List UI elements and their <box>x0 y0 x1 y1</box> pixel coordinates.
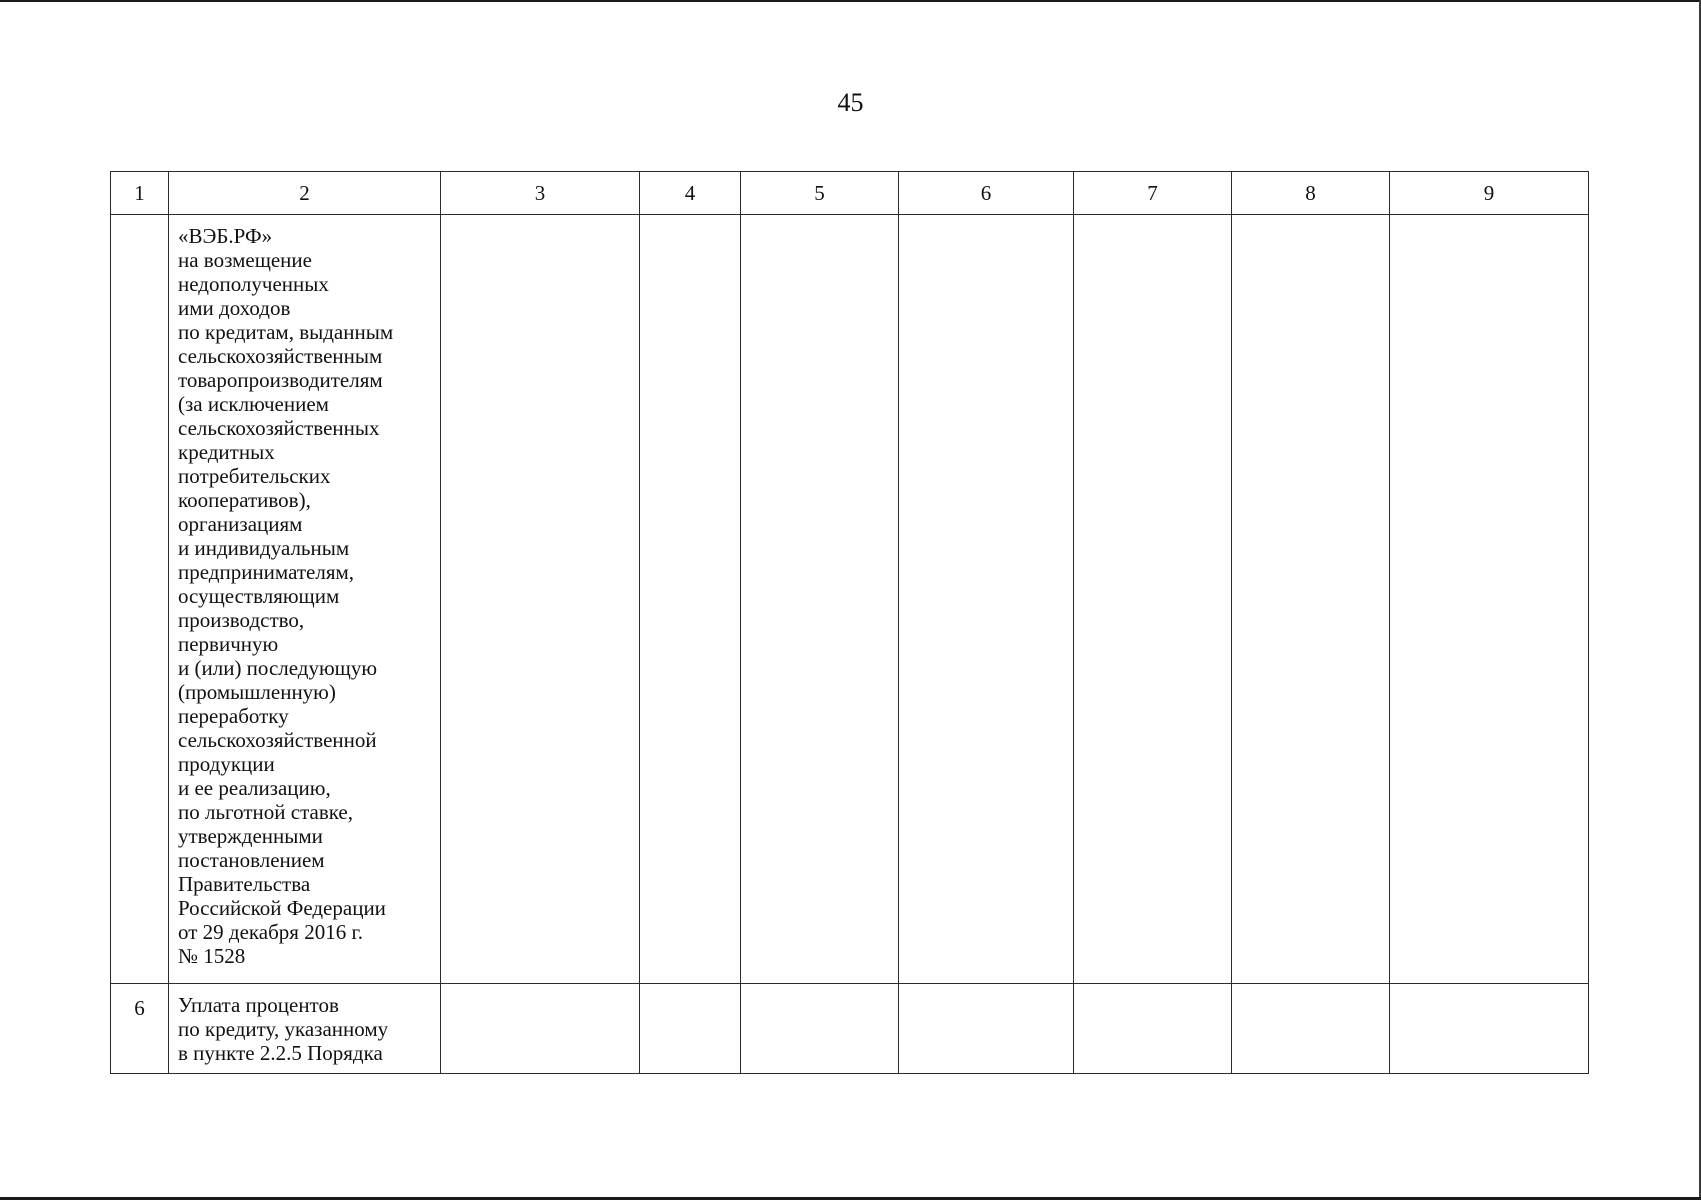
empty-cell <box>640 215 741 984</box>
table-row <box>111 215 1589 984</box>
scan-edge-top <box>0 0 1701 2</box>
table-header-row <box>111 172 1589 215</box>
table-row <box>111 984 1589 1074</box>
description-cell <box>169 215 441 984</box>
row-description: «ВЭБ.РФ» на возмещение недополученных ими доходов по кредитам, выданным сельскохозяйственным товаропроизводителям (за исключением сельскохозяйственных кредитных потребительских кооперативов), организациям и индивидуальным предпринимателям, осуществляющим производство, первичную и (или) последующую (промышленную) переработку сельскохозяйственной продукции и ее реализацию, по льготной ставке, утвержденными постановлением Правительства Российской Федерации от 29 декабря 2016 г. № 1528 <box>178 224 394 968</box>
empty-cell <box>441 215 640 984</box>
empty-cell <box>741 984 899 1074</box>
column-header: 4 <box>640 172 741 215</box>
empty-cell <box>1390 984 1589 1074</box>
column-header: 8 <box>1232 172 1390 215</box>
description-cell <box>169 984 441 1074</box>
column-header: 2 <box>169 172 441 215</box>
column-header: 3 <box>441 172 640 215</box>
empty-cell <box>899 984 1074 1074</box>
column-header: 6 <box>899 172 1074 215</box>
page-number: 45 <box>837 88 864 117</box>
empty-cell <box>899 215 1074 984</box>
empty-cell <box>640 984 741 1074</box>
row-number-cell <box>111 984 169 1074</box>
column-header: 5 <box>741 172 899 215</box>
column-header: 1 <box>111 172 169 215</box>
empty-cell <box>1232 215 1390 984</box>
empty-cell <box>1074 215 1232 984</box>
row-number <box>111 215 168 227</box>
row-description: Уплата процентов по кредиту, указанному в пункте 2.2.5 Порядка <box>178 993 389 1065</box>
column-header: 7 <box>1074 172 1232 215</box>
empty-cell <box>441 984 640 1074</box>
empty-cell <box>1390 215 1589 984</box>
empty-cell <box>741 215 899 984</box>
data-table <box>110 171 1589 1074</box>
column-header: 9 <box>1390 172 1589 215</box>
row-number: 6 <box>134 996 145 1020</box>
empty-cell <box>1232 984 1390 1074</box>
row-number-cell <box>111 215 169 984</box>
empty-cell <box>1074 984 1232 1074</box>
